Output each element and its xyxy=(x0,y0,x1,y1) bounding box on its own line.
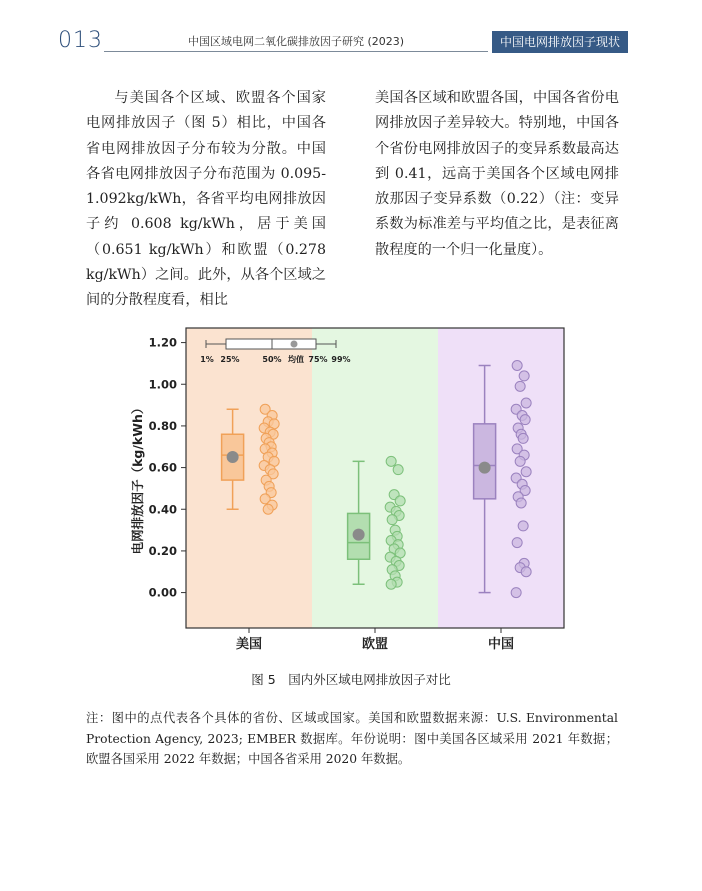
data-point xyxy=(393,465,403,475)
data-point xyxy=(520,415,530,425)
body-text-right-column: 美国各区域和欧盟各国，中国各省份电网排放因子差异较大。特别地，中国各个省份电网排放因子的变异系数最高达到 0.41，远高于美国各个区域电网排放那因子变异系数（0.22）（注：变异系数为标准差与平均值之比，是表征离散程度的一个归一化量度）。 xyxy=(375,90,619,258)
data-point xyxy=(518,521,528,531)
data-point xyxy=(386,579,396,589)
data-point xyxy=(518,433,528,443)
data-point xyxy=(515,381,525,391)
y-tick-label: 0.20 xyxy=(148,543,177,558)
legend-label: 75% xyxy=(308,355,328,364)
data-point xyxy=(395,496,405,506)
y-tick-label: 1.20 xyxy=(148,335,177,350)
y-tick-label: 1.00 xyxy=(148,377,177,392)
page-number: 013 xyxy=(58,28,103,53)
x-tick-label: 美国 xyxy=(235,637,263,652)
running-title: 中国区域电网二氧化碳排放因子研究 (2023) xyxy=(187,35,405,48)
figure-note: 注：图中的点代表各个具体的省份、区域或国家。美国和欧盟数据来源：U.S. Environmental Protection Agency, 2023; EMBER 数据库。年份说明：图中美国各区域采用 2021 年数据；欧盟各国采用 2022 年数据；中国各省采用 2020 年数据。 xyxy=(86,711,618,766)
data-point xyxy=(512,361,522,371)
section-tag: 中国电网排放因子现状 xyxy=(492,31,628,53)
x-tick-label: 中国 xyxy=(487,637,515,652)
data-point xyxy=(521,398,531,408)
emission-factor-box-plot xyxy=(120,322,580,662)
legend-label: 99% xyxy=(331,355,351,364)
data-point xyxy=(516,498,526,508)
data-point xyxy=(512,538,522,548)
y-tick-label: 0.60 xyxy=(148,460,177,475)
header-rule xyxy=(104,51,488,52)
group-background-band xyxy=(312,328,438,628)
x-tick-label: 欧盟 xyxy=(361,637,389,652)
iqr-box xyxy=(474,424,496,499)
data-point xyxy=(521,467,531,477)
y-tick-label: 0.40 xyxy=(148,502,177,517)
figure-caption: 图 5 国内外区域电网排放因子对比 xyxy=(251,672,451,687)
data-point xyxy=(515,456,525,466)
mean-marker xyxy=(479,462,491,474)
data-point xyxy=(263,504,273,514)
y-tick-label: 0.80 xyxy=(148,418,177,433)
data-point xyxy=(511,588,521,598)
legend-mean-marker xyxy=(291,341,298,348)
data-point xyxy=(387,515,397,525)
legend-label: 50% xyxy=(262,355,282,364)
data-point xyxy=(519,371,529,381)
data-point xyxy=(521,567,531,577)
legend-label: 1% xyxy=(200,355,214,364)
mean-marker xyxy=(227,451,239,463)
legend-label: 25% xyxy=(220,355,240,364)
group-background-band xyxy=(438,328,564,628)
body-text-left-column: 与美国各个区域、欧盟各个国家电网排放因子（图 5）相比，中国各省电网排放因子分布较为分散。中国各省电网排放因子分布范围为 0.095-1.092kg/kWh，各省平均电网排放因子约 0.608 kg/kWh，居于美国（0.651 kg/kWh）和欧盟（0.278 kg/kWh）之间。此外，从各个区域之间的分散程度看，相比 xyxy=(86,90,326,309)
group-background-band xyxy=(186,328,312,628)
y-tick-label: 0.00 xyxy=(148,585,177,600)
data-point xyxy=(386,456,396,466)
legend-box xyxy=(226,339,316,349)
y-axis-label: 电网排放因子（kg/kWh） xyxy=(130,401,145,555)
mean-marker xyxy=(353,529,365,541)
legend-label: 均值 xyxy=(288,355,304,364)
